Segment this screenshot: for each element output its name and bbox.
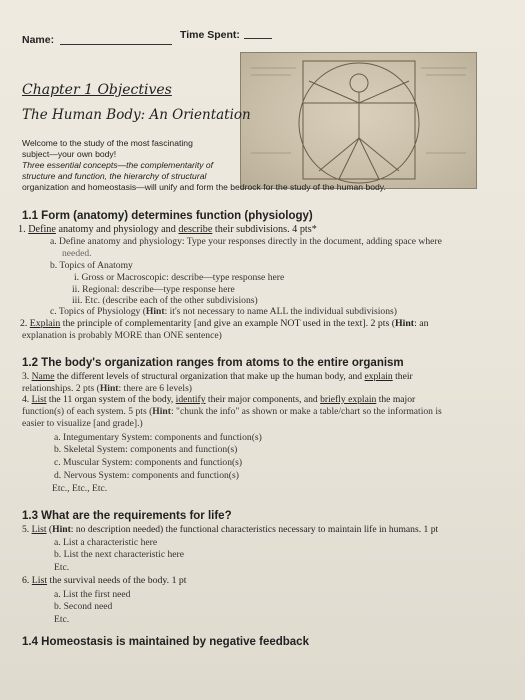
q-verb: List [31, 524, 47, 535]
q4-item-d: d. Nervous System: components and function(s) [54, 470, 239, 481]
q-verb: Name [31, 371, 55, 382]
q4-item-b: b. Skeletal System: components and function(s) [54, 444, 238, 455]
q1-part-b-iii: iii. Etc. (describe each of the other subdivisions) [72, 295, 258, 306]
chapter-title: Chapter 1 Objectives [22, 82, 172, 98]
hint-label: Hint [145, 306, 165, 317]
q4-item-a: a. Integumentary System: components and function(s) [54, 432, 262, 443]
q6-item-a: a. List the first need [54, 589, 131, 600]
q-text: the major [376, 394, 416, 405]
q1-part-a-cont: needed. [62, 248, 92, 259]
q-text: 2. [20, 318, 30, 329]
q-text: ( [46, 524, 53, 535]
q4-item-etc: Etc., Etc., Etc. [52, 483, 108, 494]
question-6 [22, 575, 187, 586]
q6-item-b: b. Second need [54, 601, 113, 612]
q-verb: describe [178, 224, 213, 235]
q-verb: List [31, 575, 48, 586]
hint-label: Hint [395, 318, 415, 329]
q-text: c. Topics of Physiology ( [50, 306, 146, 317]
q-text: the survival needs of the body. 1 pt [47, 575, 187, 586]
hint-label: Hint [52, 524, 71, 535]
q-text: the 11 organ system of the body, [46, 394, 176, 405]
intro-line: organization and homeostasis—will unify and form the bedrock for the study of the human body. [22, 182, 386, 192]
q-verb: List [31, 394, 47, 405]
q-text: 5. [22, 524, 32, 535]
question-2 [20, 318, 429, 329]
hint-label: Hint [99, 383, 119, 394]
q4-item-c: c. Muscular System: components and function(s) [54, 457, 243, 468]
intro-line: Welcome to the study of the most fascinating [22, 138, 193, 148]
q5-item-b: b. List the next characteristic here [54, 549, 184, 560]
q-verb: explain [364, 371, 393, 382]
q-verb: Explain [29, 318, 61, 329]
q-text: their subdivisions. 4 pts* [212, 224, 317, 235]
q-text: relationships. 2 pts ( [22, 383, 100, 394]
question-4-cont [22, 406, 442, 417]
name-label: Name: [22, 34, 55, 46]
q-text: anatomy and physiology and [55, 224, 179, 235]
chapter-subtitle: The Human Body: An Orientation [22, 107, 251, 123]
question-2-cont: explanation is probably MORE than ONE sentence) [22, 330, 222, 341]
q-verb: Define [28, 224, 56, 235]
q-text: 3. [22, 371, 32, 382]
time-spent-field-line[interactable] [244, 38, 272, 39]
q6-item-etc: Etc. [54, 614, 70, 625]
q1-part-b: b. Topics of Anatomy [50, 260, 133, 271]
intro-line: structure and function, the hierarchy of structural [22, 171, 207, 181]
time-spent-label: Time Spent: [180, 29, 240, 41]
q5-item-a: a. List a characteristic here [54, 537, 158, 548]
name-field-line[interactable] [60, 44, 172, 45]
section-heading-1-1: 1.1 Form (anatomy) determines function (physiology) [22, 210, 313, 222]
question-4-cont: easier to visualize [and grade].) [22, 418, 143, 429]
q-text: : there are 6 levels) [118, 383, 192, 394]
question-5 [22, 524, 438, 535]
question-4 [22, 394, 415, 405]
intro-paragraph [22, 138, 386, 193]
q-text: : an [414, 318, 429, 329]
section-heading-1-4: 1.4 Homeostasis is maintained by negative feedback [22, 636, 309, 648]
q-text: their major components, and [205, 394, 321, 405]
q-verb: identify [175, 394, 206, 405]
q5-item-etc: Etc. [54, 562, 70, 573]
q-text: the different levels of structural organization that make up the human body, and [54, 371, 365, 382]
question-1 [18, 224, 317, 235]
q-text: 1. [18, 224, 29, 235]
q-verb: briefly explain [320, 394, 377, 405]
q-text: the principle of complementarity [and give an example NOT used in the text]. 2 pts ( [60, 318, 396, 329]
q-text: function(s) of each system. 5 pts ( [22, 406, 153, 417]
q-text: : "chunk the info" as shown or make a table/chart so the information is [170, 406, 442, 417]
intro-line: Three essential concepts—the complementarity of [22, 160, 214, 170]
q1-part-a: a. Define anatomy and physiology: Type your responses directly in the document, adding space where [50, 236, 442, 247]
q-text: 4. [22, 394, 32, 405]
q-text: 6. [22, 575, 32, 586]
question-3-cont [22, 383, 192, 394]
q-text: : no description needed) the functional characteristics necessary to maintain life in humans. 1 pt [70, 524, 439, 535]
q-text: : it's not necessary to name ALL the individual subdivisions) [164, 306, 397, 317]
section-heading-1-2: 1.2 The body's organization ranges from atoms to the entire organism [22, 357, 404, 369]
question-3 [22, 371, 413, 382]
intro-line: subject—your own body! [22, 149, 117, 159]
hint-label: Hint [152, 406, 171, 417]
q1-part-b-ii: ii. Regional: describe—type response here [72, 284, 235, 295]
q1-part-c [50, 306, 397, 317]
q1-part-b-i: i. Gross or Macroscopic: describe—type response here [74, 272, 285, 283]
section-heading-1-3: 1.3 What are the requirements for life? [22, 510, 232, 522]
q-text: their [392, 371, 413, 382]
